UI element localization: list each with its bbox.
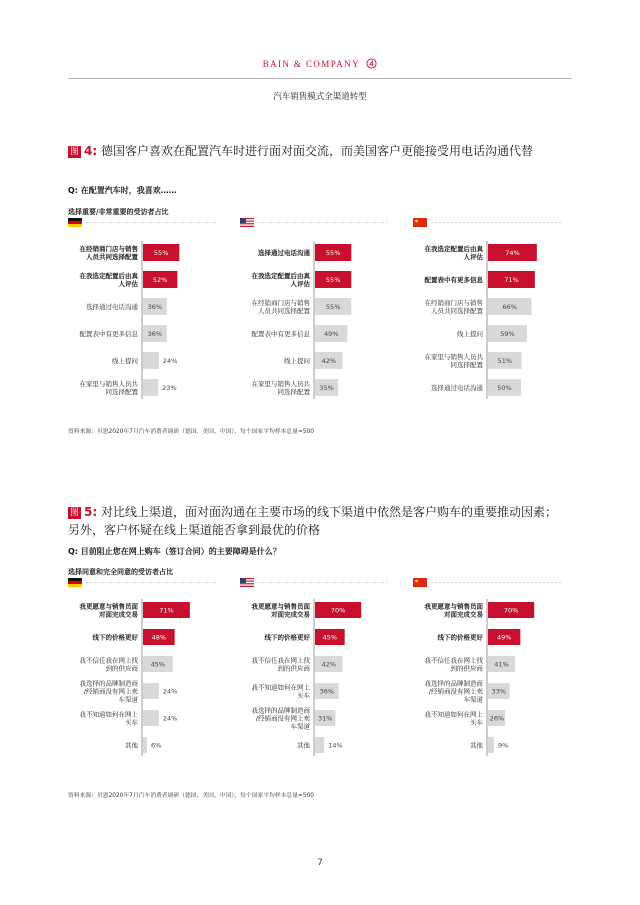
germany-flag [68, 578, 82, 587]
category-label: 在我选定配置后由真人评估 [79, 272, 138, 288]
category-label: 我不信任我在网上找到的供应商 [251, 656, 310, 673]
value-label: 23% [162, 383, 177, 392]
value-label: 55% [325, 275, 341, 284]
bar [143, 683, 159, 699]
figure-5-title-text: 对比线上渠道，面对面沟通在主要市场的线下渠道中依然是客户购车的重要推动因素；另外，客户怀疑在线上渠道能否拿到最优的价格 [68, 505, 558, 537]
china-flag [413, 578, 427, 587]
header-divider [68, 78, 572, 79]
bar [143, 352, 159, 369]
figure-4-source: 资料来源：贝恩2020年7月汽车消费者调研（德国、美国、中国），每个国家平均样本总量=500 [68, 429, 314, 435]
category-label: 其他 [470, 741, 483, 750]
value-label: 45% [322, 633, 338, 642]
usa-flag [240, 578, 254, 587]
category-label: 其他 [125, 741, 138, 750]
bar [143, 737, 147, 753]
value-label: 70% [503, 606, 519, 615]
page-number: 7 [317, 858, 323, 868]
value-label: 49% [323, 329, 339, 338]
figure-4-number: 4: [84, 144, 98, 158]
category-label: 在家里与销售人员共同选择配置 [79, 380, 138, 396]
bain-logo-icon [366, 58, 377, 69]
value-label: 55% [325, 248, 341, 257]
figure-5-title [68, 503, 568, 539]
value-label: 70% [330, 606, 346, 615]
germany-flag [68, 218, 82, 227]
value-label: 36% [147, 329, 163, 338]
value-label: 50% [497, 383, 512, 392]
chart-panel-2 [413, 578, 563, 756]
value-label: 48% [151, 633, 167, 642]
value-label: 24% [162, 687, 178, 696]
value-label: 14% [328, 741, 343, 750]
category-label: 在经销商门店与销售人员共同选择配置 [79, 245, 138, 261]
value-label: 55% [325, 302, 341, 311]
chart-panel-2 [413, 218, 563, 399]
value-label: 42% [321, 356, 337, 365]
figure-5-question: Q: 目前阻止您在网上购车（签订合同）的主要障碍是什么？ [68, 547, 281, 556]
category-label: 选择通过电话沟通 [86, 303, 138, 311]
value-label: 24% [162, 356, 178, 365]
value-label: 42% [321, 660, 337, 669]
bar [315, 737, 324, 753]
category-label: 我不知道如何在网上买车 [79, 710, 138, 727]
value-label: 51% [497, 356, 513, 365]
category-label: 在经销商门店与销售人员共同选择配置 [424, 299, 483, 315]
value-label: 26% [489, 714, 505, 723]
category-label: 其他 [297, 741, 310, 750]
value-label: 31% [318, 714, 333, 723]
chart-panel-1 [240, 218, 390, 399]
value-label: 36% [319, 687, 335, 696]
category-label: 在家里与销售人员共同选择配置 [251, 380, 310, 396]
value-label: 71% [504, 275, 519, 284]
value-label: 24% [162, 714, 178, 723]
figure-4-title [68, 142, 568, 160]
brand-name: BAIN & COMPANY [262, 59, 360, 69]
china-flag [413, 218, 427, 227]
value-label: 45% [150, 660, 166, 669]
chart-panel-1 [240, 578, 390, 756]
figure-4-tag: 图 [70, 147, 80, 157]
category-label: 我更愿意与销售员面对面完成交易 [424, 602, 483, 619]
category-label: 配置表中有更多信息 [424, 276, 483, 284]
figure-5-number: 5: [84, 505, 98, 519]
value-label: 55% [153, 248, 169, 257]
figure-4-title-text: 德国客户喜欢在配置汽车时进行面对面交流，而美国客户更能接受用电话沟通代替 [101, 144, 534, 158]
bar [143, 710, 159, 726]
category-label: 我更愿意与销售员面对面完成交易 [79, 602, 138, 619]
value-label: 35% [319, 383, 334, 392]
document-title: 汽车销售模式全渠道转型 [273, 92, 367, 102]
category-label: 我不知道如何在网上买车 [424, 710, 483, 727]
category-label: 在经销商门店与销售人员共同选择配置 [251, 299, 310, 315]
value-label: 74% [505, 248, 520, 257]
value-label: 59% [500, 329, 515, 338]
category-label: 选择通过电话沟通 [431, 384, 483, 392]
category-label: 我更愿意与销售员面对面完成交易 [251, 602, 310, 619]
category-label: 线上提问 [457, 330, 483, 338]
category-label: 我不信任我在网上找到的供应商 [79, 656, 138, 673]
category-label: 线下的价格更好 [92, 633, 138, 642]
category-label: 我选择的品牌制造商/经销商没有网上卖车渠道 [251, 706, 310, 731]
figure-4-subhead: 选择重要/非常重要的受访者占比 [68, 208, 169, 216]
figure-5-source: 资料来源：贝恩2020年7月汽车消费者调研（德国、美国、中国），每个国家平均样本总量=500 [68, 793, 314, 799]
value-label: 66% [502, 302, 518, 311]
figure-4-chart [68, 218, 568, 413]
category-label: 我选择的品牌制造商/经销商没有网上卖车渠道 [424, 679, 483, 704]
category-label: 线下的价格更好 [437, 633, 483, 642]
category-label: 在家里与销售人员共同选择配置 [424, 353, 483, 369]
value-label: 52% [152, 275, 168, 284]
category-label: 我不信任我在网上找到的供应商 [424, 656, 483, 673]
figure-5-subhead: 选择同意和完全同意的受访者占比 [68, 568, 173, 576]
category-label: 配置表中有更多信息 [79, 330, 138, 338]
value-label: 41% [494, 660, 509, 669]
bar [143, 379, 158, 396]
value-label: 36% [147, 302, 163, 311]
chart-panel-0 [68, 218, 218, 399]
brand-logo [0, 58, 640, 69]
category-label: 在我选定配置后由真人评估 [424, 245, 483, 261]
category-label: 线下的价格更好 [264, 633, 310, 642]
value-label: 9% [497, 741, 509, 750]
category-label: 我选择的品牌制造商/经销商没有网上卖车渠道 [79, 679, 138, 704]
category-label: 在我选定配置后由真人评估 [251, 272, 310, 288]
value-label: 71% [159, 606, 174, 615]
category-label: 配置表中有更多信息 [251, 330, 310, 338]
chart-panel-0 [68, 578, 218, 756]
figure-5-chart [68, 578, 568, 768]
value-label: 6% [150, 741, 162, 750]
category-label: 线上提问 [112, 357, 138, 365]
category-label: 线上提问 [284, 357, 310, 365]
value-label: 33% [491, 687, 507, 696]
category-label: 我不知道如何在网上买车 [251, 683, 310, 700]
bar [488, 737, 494, 753]
figure-4-question: Q: 在配置汽车时，我喜欢…… [68, 186, 177, 195]
value-label: 49% [496, 633, 512, 642]
figure-5-tag: 图 [70, 508, 80, 518]
category-label: 选择通过电话沟通 [258, 249, 310, 257]
usa-flag [240, 218, 254, 227]
